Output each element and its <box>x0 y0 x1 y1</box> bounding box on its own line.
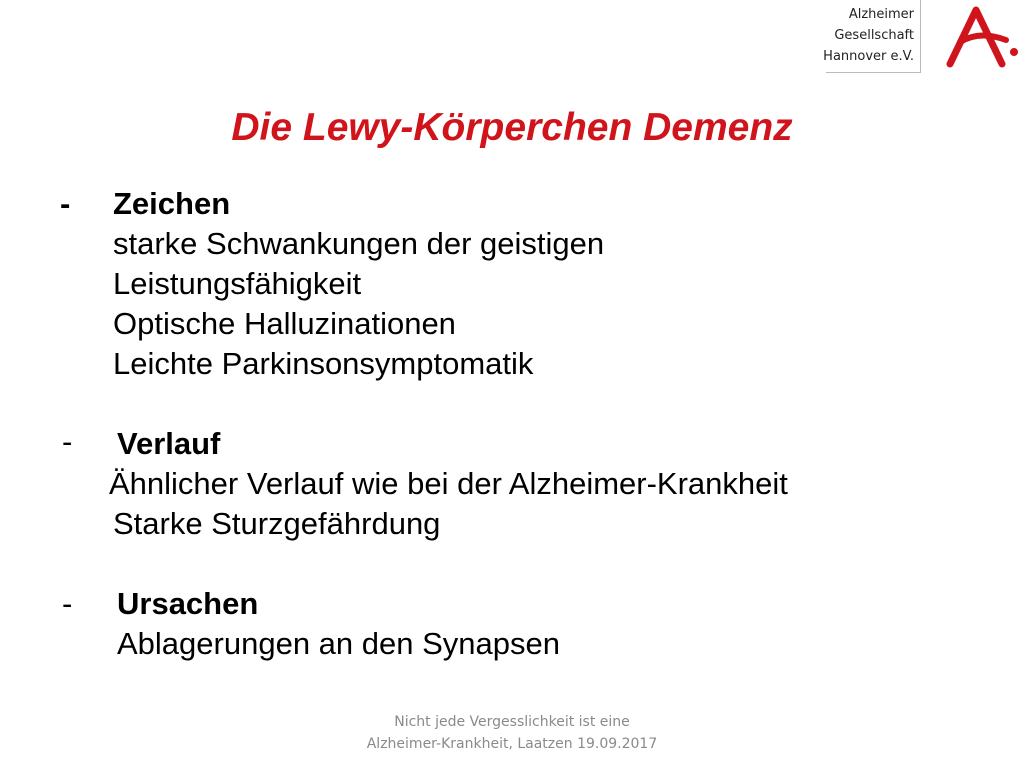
section-line: Ablagerungen an den Synapsen <box>117 626 560 661</box>
bullet-dash: - <box>62 586 73 621</box>
bullet-dash: - <box>62 424 73 459</box>
bullet-dash: - <box>60 186 71 221</box>
logo-divider-horizontal <box>826 72 921 73</box>
organization-logo <box>818 0 1024 76</box>
section-line: Optische Halluzinationen <box>113 306 456 341</box>
section-line: starke Schwankungen der geistigen <box>113 226 605 261</box>
section-heading: Ursachen <box>117 586 259 621</box>
section-heading: Zeichen <box>113 186 231 221</box>
red-letter-a-icon <box>930 2 1022 70</box>
logo-line-3: Hannover e.V. <box>823 49 914 64</box>
footer-line-2: Alzheimer-Krankheit, Laatzen 19.09.2017 <box>366 736 658 752</box>
section-line: Leistungsfähigkeit <box>113 266 362 301</box>
slide-footer <box>0 711 1024 755</box>
logo-line-2: Gesellschaft <box>834 28 914 43</box>
logo-text <box>823 4 914 67</box>
footer-line-1: Nicht jede Vergesslichkeit ist eine <box>394 714 630 730</box>
logo-line-1: Alzheimer <box>848 7 914 22</box>
section-heading: Verlauf <box>117 426 221 461</box>
section-line: Ähnlicher Verlauf wie bei der Alzheimer-Krankheit <box>109 466 788 501</box>
section-line: Starke Sturzgefährdung <box>113 506 441 541</box>
logo-divider-vertical <box>920 0 921 72</box>
slide-title: Die Lewy-Körperchen Demenz <box>231 106 793 149</box>
section-line: Leichte Parkinsonsymptomatik <box>113 346 534 381</box>
